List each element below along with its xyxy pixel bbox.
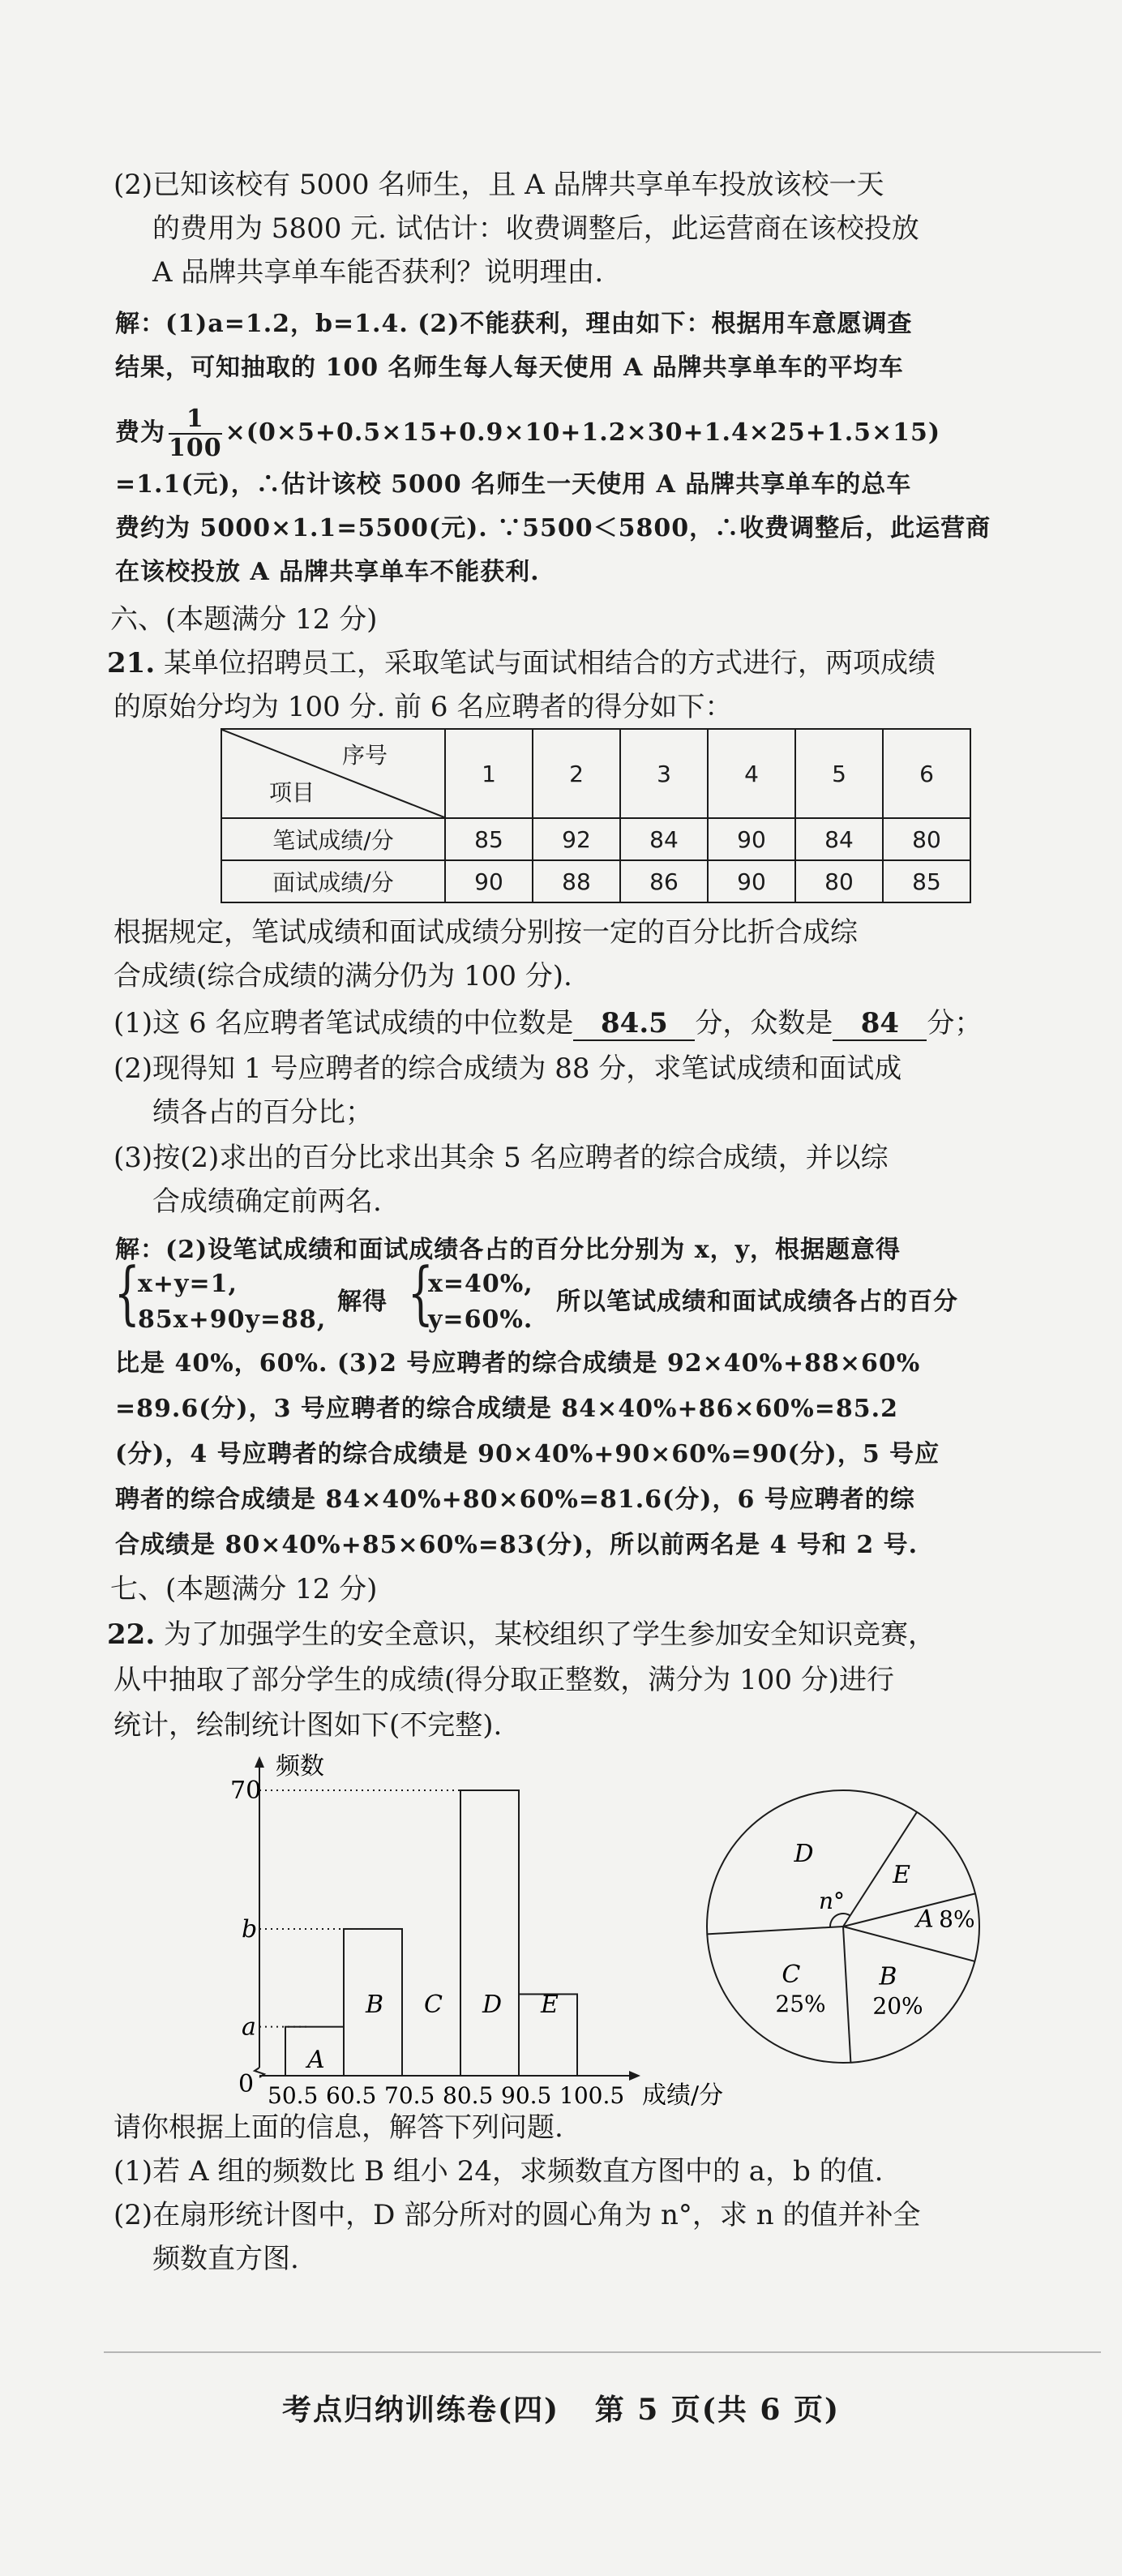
q21-line3: 根据规定，笔试成绩和面试成绩分别按一定的百分比折合成综: [113, 916, 858, 949]
y-axis-arrow: [255, 1756, 264, 1768]
y-tick-label: b: [242, 1914, 258, 1944]
q21-solution-line5: (分)，4 号应聘者的综合成绩是 90×40%+90×60%=90(分)，5 号应: [115, 1440, 940, 1468]
footer-page-number: 第 5 页(共 6 页): [594, 2393, 840, 2427]
x-tick-label: 80.5: [443, 2082, 494, 2108]
pie-slice-label: E: [893, 1861, 911, 1890]
q21-part3-line1: (3)按(2)求出的百分比求出其余 5 名应聘者的综合成绩，并以综: [113, 1142, 889, 1174]
equation-1: x+y=1,: [138, 1270, 238, 1298]
bar-label: C: [424, 1991, 443, 2019]
table-row: [221, 860, 970, 902]
q20-solution-line4: =1.1(元)，∴估计该校 5000 名师生一天使用 A 品牌共享单车的总车: [115, 470, 912, 499]
q21-part1-prefix: (1)这 6 名应聘者笔试成绩的中位数是: [113, 1007, 574, 1039]
q22-line1: 为了加强学生的安全意识，某校组织了学生参加安全知识竞赛，: [163, 1618, 936, 1651]
q20-part2-line1: (2)已知该校有 5000 名师生，且 A 品牌共享单车投放该校一天: [113, 169, 884, 201]
q21-part1: [113, 1005, 982, 1041]
table-corner-cell: [221, 729, 445, 818]
q21-line1: 某单位招聘员工，采取笔试与面试相结合的方式进行，两项成绩: [163, 647, 936, 679]
row-label: 面试成绩/分: [221, 860, 445, 902]
q20-solution-prefix: 费为: [115, 418, 165, 447]
pie-slice-label: A: [916, 1905, 934, 1934]
solution-y: y=60%.: [428, 1305, 533, 1334]
x-tick-label: 50.5: [268, 2082, 319, 2108]
table-header-row: [221, 729, 970, 818]
bar-label: A: [307, 2046, 325, 2074]
q22-intro: 请你根据上面的信息，解答下列问题.: [113, 2111, 563, 2144]
x-tick-label: 70.5: [384, 2082, 435, 2108]
pie-slice-percent: 8%: [939, 1905, 975, 1933]
section-7-heading: 七、(本题满分 12 分): [110, 1573, 378, 1605]
section-6-heading: 六、(本题满分 12 分): [110, 603, 378, 636]
q21-line2: 的原始分均为 100 分. 前 6 名应聘者的得分如下：: [113, 691, 733, 723]
table-cell: 90: [708, 818, 795, 860]
q21-part3-line2: 合成绩确定前两名.: [152, 1185, 382, 1218]
q20-solution-expression: ×(0×5+0.5×15+0.9×10+1.2×30+1.4×25+1.5×15): [225, 418, 941, 447]
q22-part1: (1)若 A 组的频数比 B 组小 24，求频数直方图中的 a，b 的值.: [113, 2155, 884, 2188]
q21-solution-line1: 解：(2)设笔试成绩和面试成绩各占的百分比分别为 x，y，根据题意得: [115, 1236, 901, 1264]
pie-chart: [673, 1784, 1013, 2076]
table-cell: 90: [708, 860, 795, 902]
q20-solution-line3: [115, 405, 940, 462]
bar-label: D: [482, 1991, 503, 2019]
y-tick-label: a: [242, 2012, 256, 2042]
right-brace: {: [407, 1253, 434, 1332]
q22-part2-line2: 频数直方图.: [152, 2243, 299, 2275]
table-cell: 86: [620, 860, 708, 902]
equation-2: 85x+90y=88,: [138, 1305, 327, 1334]
q21-solution-line3: 比是 40%，60%. (3)2 号应聘者的综合成绩是 92×40%+88×60%: [115, 1349, 921, 1378]
q20-part2-line2: 的费用为 5800 元. 试估计：收费调整后，此运营商在该校投放: [152, 212, 919, 245]
table-cell: 88: [533, 860, 620, 902]
table-cell: 92: [533, 818, 620, 860]
table-cell: 85: [445, 818, 533, 860]
x-tick-label: 90.5: [501, 2082, 552, 2108]
q21-solution-line6: 聘者的综合成绩是 84×40%+80×60%=81.6(分)，6 号应聘者的综: [115, 1485, 915, 1514]
q21-part1-mid: 分，众数是: [695, 1007, 833, 1039]
fraction: [169, 405, 222, 462]
table-cell: 80: [795, 860, 883, 902]
table-header-cell: 1: [445, 729, 533, 818]
q21-line4: 合成绩(综合成绩的满分仍为 100 分).: [113, 960, 572, 992]
q21-number: 21.: [107, 647, 156, 679]
q22-part2-line1: (2)在扇形统计图中，D 部分所对的圆心角为 n°，求 n 的值并补全: [113, 2199, 921, 2231]
q22-line3: 统计，绘制统计图如下(不完整).: [113, 1709, 503, 1742]
q20-part2-line3: A 品牌共享单车能否获利？说明理由.: [152, 256, 604, 289]
y-tick-label: 70: [230, 1777, 262, 1805]
x-axis-label: 成绩/分: [642, 2081, 724, 2108]
q21-solution-line7: 合成绩是 80×40%+85×60%=83(分)，所以前两名是 4 号和 2 号.: [115, 1531, 919, 1559]
table-cell: 90: [445, 860, 533, 902]
corner-label-number: 序号: [341, 742, 388, 769]
fraction-denominator: 100: [169, 434, 222, 462]
left-brace: {: [113, 1253, 140, 1332]
q22-number: 22.: [107, 1618, 156, 1651]
table-header-cell: 3: [620, 729, 708, 818]
x-tick-label: 60.5: [326, 2082, 377, 2108]
fraction-numerator: 1: [169, 405, 222, 435]
table-cell: 84: [795, 818, 883, 860]
footer-divider: [104, 2351, 1101, 2353]
q20-solution-line2: 结果，可知抽取的 100 名师生每人每天使用 A 品牌共享单车的平均车: [115, 354, 904, 382]
solve-word: 解得: [337, 1288, 388, 1316]
table-cell: 85: [883, 860, 970, 902]
corner-label-item: 项目: [269, 779, 315, 806]
q20-solution-line6: 在该校投放 A 品牌共享单车不能获利.: [115, 558, 540, 586]
pie-slice-boundary: [707, 1927, 843, 1934]
mode-answer: 84: [833, 1007, 927, 1041]
pie-slice-percent: 20%: [872, 1992, 923, 2020]
bar-label: B: [366, 1991, 384, 2019]
pie-slice-percent: 25%: [775, 1990, 826, 2017]
q20-solution-line1: 解：(1)a=1.2，b=1.4. (2)不能获利，理由如下：根据用车意愿调查: [115, 310, 913, 338]
table-row: [221, 818, 970, 860]
q20-solution-line5: 费约为 5000×1.1=5500(元). ∵5500＜5800，∴收费调整后，此运营商: [115, 514, 991, 542]
pie-slice-label: B: [879, 1962, 897, 1991]
q22-first-line: [107, 1617, 936, 1652]
q21-first-line: [107, 645, 936, 681]
q22-line2: 从中抽取了部分学生的成绩(得分取正整数，满分为 100 分)进行: [113, 1664, 895, 1696]
q21-part2-line1: (2)现得知 1 号应聘者的综合成绩为 88 分，求笔试成绩和面试成: [113, 1052, 902, 1085]
q21-solution-line4: =89.6(分)，3 号应聘者的综合成绩是 84×40%+86×60%=85.2: [115, 1395, 898, 1423]
x-axis-arrow: [629, 2071, 640, 2081]
table-header-cell: 4: [708, 729, 795, 818]
solution-x: x=40%,: [428, 1270, 533, 1298]
q21-solution-line2-rest: 所以笔试成绩和面试成绩各占的百分: [556, 1288, 958, 1316]
corner-diagonal: [222, 730, 444, 817]
pie-slice-label: D: [794, 1840, 814, 1869]
q21-part1-suffix: 分；: [927, 1007, 983, 1039]
table-header-cell: 6: [883, 729, 970, 818]
histogram-bar: [460, 1790, 519, 2076]
origin-label: 0: [238, 2070, 255, 2098]
y-axis-label: 频数: [276, 1752, 324, 1781]
x-tick-label: 100.5: [559, 2082, 625, 2108]
footer-title: 考点归纳训练卷(四): [282, 2393, 560, 2427]
page-footer: [0, 2387, 1122, 2428]
median-answer: 84.5: [573, 1007, 695, 1041]
row-label: 笔试成绩/分: [221, 818, 445, 860]
pie-slice-boundary: [843, 1927, 850, 2063]
table-cell: 80: [883, 818, 970, 860]
table-header-cell: 2: [533, 729, 620, 818]
score-table: [221, 728, 971, 903]
q21-part2-line2: 绩各占的百分比；: [152, 1096, 373, 1129]
bar-label: E: [541, 1991, 559, 2019]
pie-slice-label: C: [782, 1960, 801, 1989]
angle-label: n°: [819, 1888, 846, 1914]
table-header-cell: 5: [795, 729, 883, 818]
table-cell: 84: [620, 818, 708, 860]
